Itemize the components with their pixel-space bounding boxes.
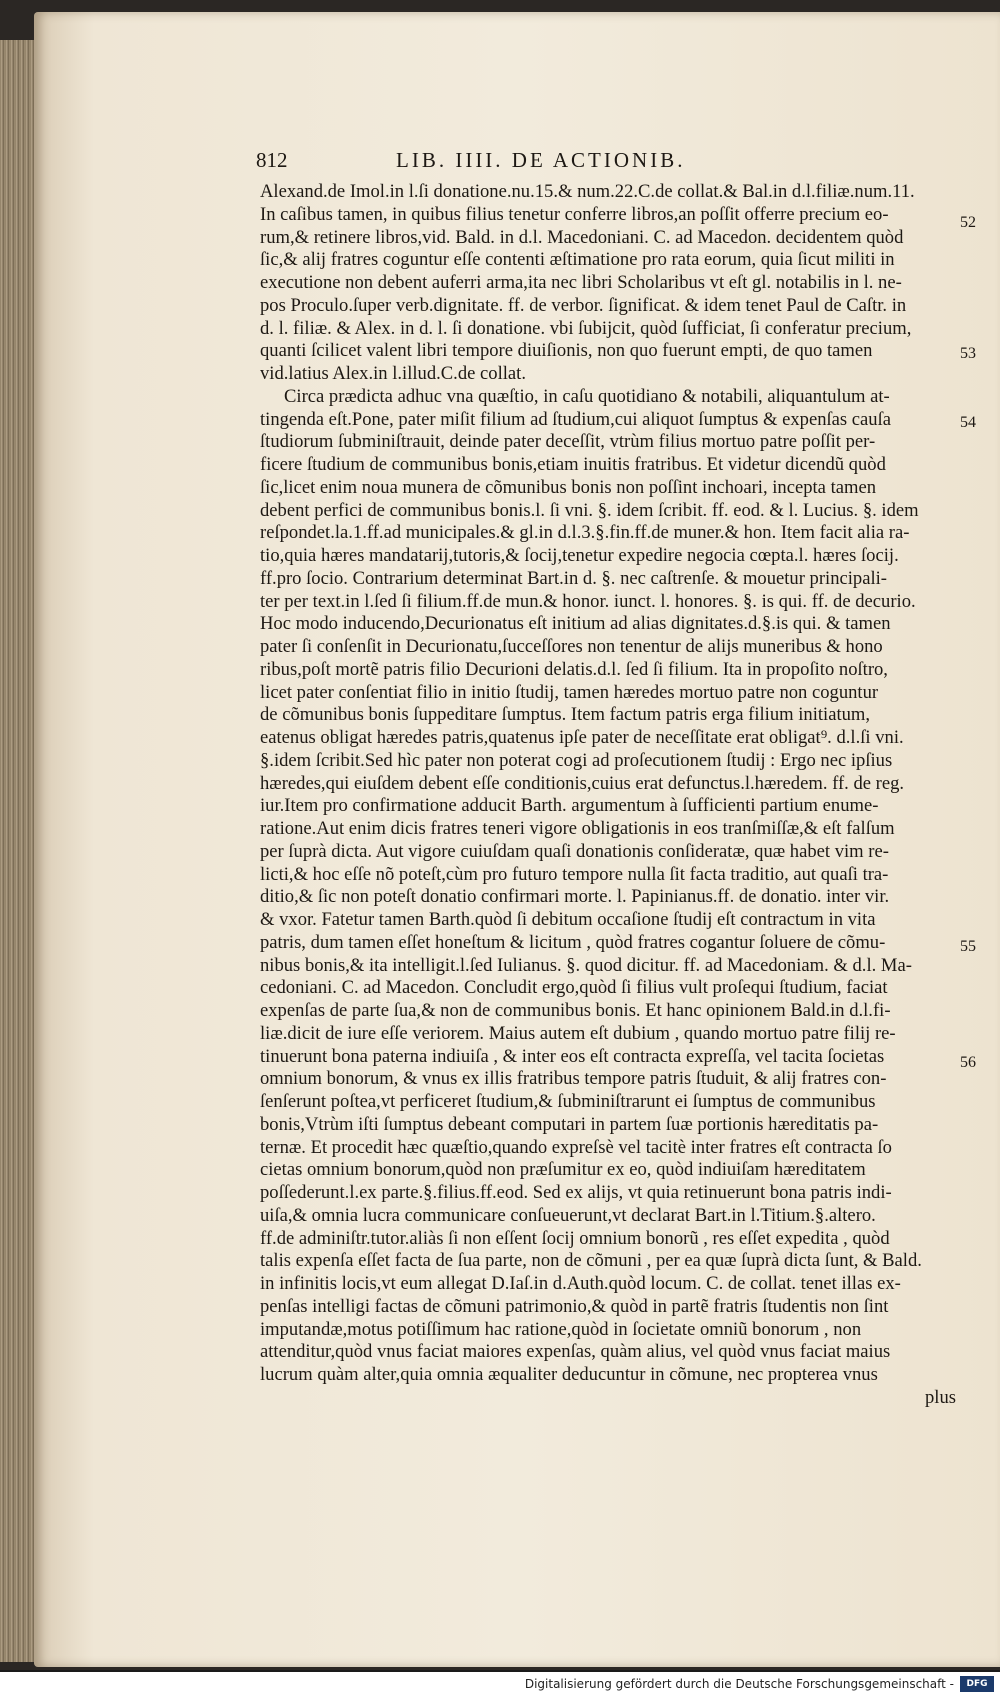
text-line: ter per text.in l.ſed ſi filium.ff.de mun.& honor. iunct. l. honores. §. is qui. ff. de decurio. — [260, 590, 916, 612]
text-line: tingenda eſt.Pone, pater miſit filium ad ſtudium,cui aliquot ſumptus & expenſas cauſa — [260, 408, 892, 430]
text-line: In caſibus tamen, in quibus filius tenetur conferre libros,an poſſit offerre precium eo- — [260, 203, 889, 225]
body-text — [260, 181, 956, 1410]
text-line: hæredes,qui eiuſdem debent eſſe conditionis,cuius erat defunctus.l.hæredem. ff. de reg. — [260, 772, 905, 794]
text-line: executione non debent auferri arma,ita nec libri Scholaribus vt eſt gl. notabilis in l. ne- — [260, 272, 902, 293]
text-line: patris, dum tamen eſſet honeſtum & licitum , quòd fratres cogantur ſoluere de cõmu- — [260, 931, 886, 953]
text-line: reſpondet.la.1.ff.ad municipales.& gl.in d.l.3.§.fin.ff.de muner.& hon. Item facit alia ra- — [260, 522, 910, 544]
text-line: ternæ. Et procedit hæc quæſtio,quando expreſsè vel tacitè inter fratres eſt contracta ſo — [260, 1136, 892, 1158]
text-line: plus — [925, 1386, 956, 1408]
text-line: ſic,licet enim noua munera de cõmunibus bonis non poſſint inchoari, incepta tamen — [260, 476, 877, 498]
text-line: bonis,Vtrùm iſti ſumptus debeant computari in partem ſuæ portionis hæreditatis pa- — [260, 1113, 879, 1135]
margin-number: 54 — [960, 414, 976, 431]
text-line: cedoniani. C. ad Macedon. Concludit ergo,quòd ſi filius vult proſequi ſtudium, faciat — [260, 977, 888, 999]
text-line: imputandæ,motus potiſſimum hac ratione,quòd in ſocietate omniũ bonorum , non — [260, 1318, 862, 1340]
text-line: §.idem ſcribit.Sed hìc pater non poterat cogi ad proſecutionem ſtudij : Ergo nec ipſius — [260, 749, 893, 771]
margin-number: 53 — [960, 345, 976, 362]
text-line: in infinitis locis,vt eum allegat D.Iaſ.in d.Auth.quòd locum. C. de collat. tenet illas ex- — [260, 1273, 901, 1294]
text-line: iur.Item pro confirmatione adducit Barth. argumentum à ſufficienti partium enume- — [260, 795, 879, 817]
text-line: uiſa,& omnia lucra communicare conſueuerunt,vt declarat Bart.in l.Titium.§.altero. — [260, 1204, 876, 1226]
text-line: ratione.Aut enim dicis fratres teneri vigore obligationis in eos tranſmiſſæ,& eſt falſum — [260, 818, 895, 839]
text-line: pos Proculo.ſuper verb.dignitate. ff. de verbor. ſignificat. & idem tenet Paul de Caſtr. in — [260, 294, 907, 316]
text-line: ditio,& ſic non poteſt donatio confirmari morte. l. Papinianus.ff. de donatio. inter vir. — [260, 886, 890, 908]
text-line: d. l. filiæ. & Alex. in d. l. ſi donatione. vbi ſubijcit, quòd ſufficiat, ſi conferatur precium, — [260, 317, 912, 339]
book-page-edges — [0, 40, 36, 1662]
text-line: cietas omnium bonorum,quòd non præſumitur ex eo, quòd indiuiſam hæreditatem — [260, 1159, 866, 1181]
text-line: omnium bonorum, & vnus ex illis fratribus tempore patris ſtuduit, & alij fratres con- — [260, 1068, 887, 1090]
text-line: penſas intelligi factas de cõmuni patrimonio,& quòd in partẽ fratris ſtudentis non ſint — [260, 1295, 889, 1317]
text-line: talis expenſa eſſet facta de ſua parte, non de cõmuni , per ea quæ ſuprà dicta ſunt, & Bald. — [260, 1250, 922, 1272]
text-line: liæ.dicit de iure eſſe veriorem. Maius autem eſt dubium , quando mortuo patre filij re- — [260, 1022, 896, 1044]
text-line: eatenus obligat hæredes patris,quatenus ipſe pater de neceſſitate erat obligat⁹. d.l.ſi vni. — [260, 727, 904, 748]
text-line: debent perfici de communibus bonis.l. ſi vni. §. idem ſcribit. ff. eod. & l. Lucius. §. idem — [260, 499, 919, 521]
page-header — [256, 148, 876, 178]
text-line: ff.pro ſocio. Contrarium determinat Bart.in d. §. nec caſtrenſe. & mouetur principali- — [260, 567, 888, 589]
margin-number: 56 — [960, 1054, 976, 1071]
text-line: ſtudiorum ſubminiſtrauit, deinde pater deceſſit, vtrùm filius mortuo patre poſſit per- — [260, 431, 876, 453]
text-line: tinuerunt bona paterna indiuiſa , & inter eos eſt contracta expreſſa, vel tacita ſocietas — [260, 1045, 885, 1067]
margin-number: 52 — [960, 214, 976, 231]
text-line: quanti ſcilicet valent libri tempore diuiſionis, non quo fuerunt empti, de quo tamen — [260, 340, 873, 362]
page-number: 812 — [256, 148, 288, 172]
text-line: ficere ſtudium de communibus bonis,etiam inuitis fratribus. Et videtur dicendũ quòd — [260, 454, 886, 475]
text-line: poſſederunt.l.ex parte.§.filius.ff.eod. Sed ex alijs, vt quia retinuerunt bona patris indi- — [260, 1182, 892, 1203]
text-line: Circa prædicta adhuc vna quæſtio, in caſu quotidiano & notabili, aliquantulum at- — [284, 385, 890, 407]
text-line: ſic,& alij fratres coguntur eſſe contenti æſtimatione pro rata eorum, quia ſicut militi in — [260, 249, 895, 271]
text-line: rum,& retinere libros,vid. Bald. in d.l. Macedoniani. C. ad Macedon. decidentem quòd — [260, 226, 904, 248]
text-line: nibus bonis,& ita intelligit.l.ſed Iulianus. §. quod dicitur. ff. ad Macedoniam. & d.l. Ma- — [260, 954, 912, 976]
text-line: ff.de adminiſtr.tutor.aliàs ſi non eſſent ſocij omnium bonorũ , res eſſet expedita , quòd — [260, 1227, 890, 1249]
text-line: de cõmunibus bonis ſuppeditare ſumptus. Item factum patris erga filium initiatum, — [260, 704, 871, 726]
text-line: pater ſi conſenſit in Decurionatu,ſucceſſores non tenentur de alijs muneribus & hono — [260, 636, 883, 657]
footer-bar — [0, 1672, 1000, 1698]
text-line: expenſas de parte ſua,& non de communibus bonis. Et hanc opinionem Bald.in d.l.fi- — [260, 1000, 891, 1021]
footer-credit: Digitalisierung gefördert durch die Deutsche Forschungsgemeinschaft - — [524, 1677, 954, 1691]
margin-number: 55 — [960, 938, 976, 955]
text-line: licet pater conſentiat filio in initio ſtudij, tamen hæredes mortuo patre non coguntur — [260, 681, 879, 703]
text-line: lucrum quàm alter,quia omnia æqualiter deducuntur in cõmune, nec propterea vnus — [260, 1364, 878, 1385]
text-line: per ſuprà dicta. Aut vigore cuiuſdam quaſi donationis conſideratæ, quæ habet vim re- — [260, 840, 889, 862]
text-line: & vxor. Fatetur tamen Barth.quòd ſi debitum occaſione ſtudij eſt contractum in vita — [260, 909, 876, 930]
text-line: ſenſerunt poſtea,vt perficeret ſtudium,& ſubminiſtrarunt ei ſumptus de communibus — [260, 1091, 876, 1112]
text-line: Alexand.de Imol.in l.ſi donatione.nu.15.& num.22.C.de collat.& Bal.in d.l.filiæ.num.11. — [260, 181, 915, 202]
text-line: ribus,poſt mortẽ patris filio Decurioni delatis.d.l. ſed ſi filium. Ita in propoſito noſtro, — [260, 658, 888, 680]
text-line: licti,& hoc eſſe nõ poteſt,cùm pro futuro tempore nulla ſit facta traditio, aut quaſi tra- — [260, 863, 889, 885]
text-line: Hoc modo inducendo,Decurionatus eſt initium ad alias dignitates.d.§.is qui. & tamen — [260, 613, 891, 635]
running-title: LIB. IIII. DE ACTIONIB. — [396, 148, 686, 172]
text-line: vid.latius Alex.in l.illud.C.de collat. — [260, 363, 526, 384]
dfg-logo: DFG — [960, 1676, 994, 1692]
text-line: tio,quia hæres mandatarij,tutoris,& ſocij,tenetur expedire negocia cœpta.l. hæres ſocij. — [260, 545, 899, 566]
text-line: attenditur,quòd vnus faciat maiores expenſas, quàm alius, vel quòd vnus faciat maius — [260, 1341, 891, 1363]
